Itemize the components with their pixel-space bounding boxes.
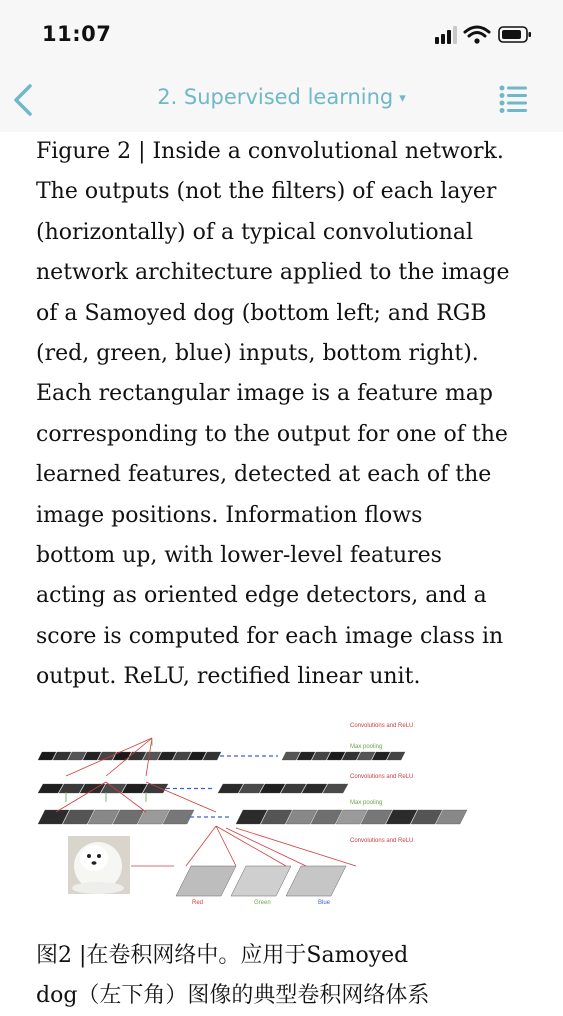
feature-map [80,784,105,793]
feature-map [188,752,206,760]
caption-line: acting as oriented edge detectors, and a [36,583,487,609]
caption-line: image positions. Information flows [36,502,423,528]
feature-map [281,784,306,793]
battery-icon [499,27,531,42]
caption-line: of a Samoyed dog (bottom left; and RGB [36,300,487,326]
feature-map [98,752,116,760]
feature-map [143,784,168,793]
caption-line: learned features, detected at each of the [36,462,492,488]
figure-image[interactable] [36,716,531,906]
feature-map [327,752,345,760]
chapter-selector[interactable] [0,85,563,109]
wifi-icon [465,27,489,44]
feature-map [173,752,191,760]
label-max-pooling-top: Max pooling [350,744,383,750]
feature-map [312,752,330,760]
feature-map [218,784,243,793]
caption-line: (red, green, blue) inputs, bottom right). [36,341,479,367]
status-time: 11:07 [42,22,112,46]
dropdown-caret-icon: ▾ [399,91,406,106]
caption-line: Figure 2 | Inside a convolutional network. [36,139,504,164]
feature-map [239,784,264,793]
label-blue: Blue [318,900,331,906]
feature-map [38,752,56,760]
label-red: Red [192,900,204,906]
caption-line: (horizontally) of a typical convolutional [36,219,473,245]
feature-map [323,784,348,793]
feature-map [203,752,221,760]
caption-line: score is computed for each image class in [36,623,504,649]
feature-map [101,784,126,793]
feature-map [302,784,327,793]
dog-photo [68,836,130,894]
feature-map [113,752,131,760]
translation-line: 图2 |在卷积网络中。应用于Samoyed [36,943,409,968]
figure-caption [36,132,536,698]
feature-map [53,752,71,760]
feature-map-row-middle [38,784,348,793]
chapter-title: 2. Supervised learning [157,85,394,109]
feature-map [143,752,161,760]
article-content [36,132,536,698]
feature-map [83,752,101,760]
feature-map-row-lower [38,810,467,824]
label-max-pooling-mid: Max pooling [350,800,383,806]
caption-line: network architecture applied to the image [36,260,510,286]
status-bar [0,0,563,68]
feature-map-row-top [38,752,405,760]
translation-line: dog（左下角）图像的典型卷积网络体系 [36,983,430,1008]
caption-line: output. ReLU, rectified linear unit. [36,664,421,690]
nav-bar [0,68,563,132]
label-conv-relu-top: Convolutions and ReLU [350,723,414,729]
caption-line: bottom up, with lower-level features [36,543,442,569]
caption-line: The outputs (not the filters) of each layer [36,179,497,205]
feature-map [342,752,360,760]
rgb-inputs [176,866,346,896]
feature-map [282,752,300,760]
feature-map [122,784,147,793]
feature-map [158,752,176,760]
feature-map [59,784,84,793]
feature-map [387,752,405,760]
caption-line: Each rectangular image is a feature map [36,381,493,407]
label-conv-relu-mid: Convolutions and ReLU [350,774,414,780]
label-conv-relu-bottom: Convolutions and ReLU [350,838,414,844]
caption-line: corresponding to the output for one of the [36,421,508,447]
status-icons [417,24,537,46]
list-icon [499,84,529,114]
feature-map [260,784,285,793]
translation-text [36,936,536,1016]
table-of-contents-button[interactable] [499,84,529,114]
feature-map [297,752,315,760]
feature-map [357,752,375,760]
cellular-signal-icon [435,26,457,44]
feature-map [372,752,390,760]
feature-map [68,752,86,760]
label-green: Green [254,900,271,906]
feature-map [38,784,63,793]
